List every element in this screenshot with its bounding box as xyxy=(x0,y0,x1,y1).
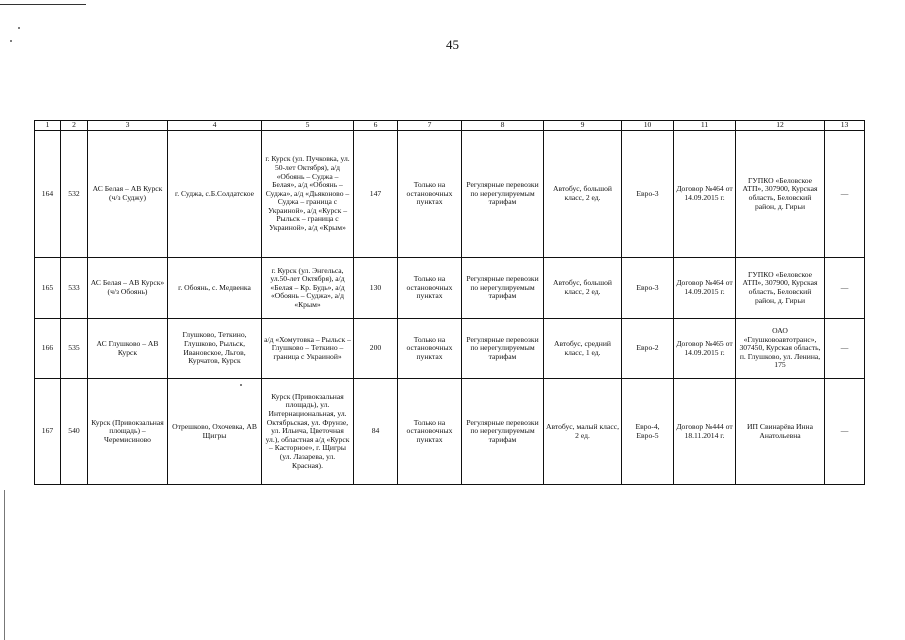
notes: — xyxy=(825,319,865,379)
boarding-order: Только на остановочных пунктах xyxy=(398,379,462,485)
column-header: 4 xyxy=(168,121,262,131)
contract: Договор №444 от 18.11.2014 г. xyxy=(674,379,736,485)
route-streets: г. Курск (ул. Энгельса, ул.50-лет Октября), а/д «Белая – Кр. Будь», а/д «Обоянь – Суджа», а/д «Крым» xyxy=(262,258,354,319)
eco-class: Евро-4, Евро-5 xyxy=(622,379,674,485)
carrier: ГУПКО «Беловское АТП», 307900, Курская область, Беловский район, д. Гирьи xyxy=(736,258,825,319)
column-header: 8 xyxy=(462,121,544,131)
vehicle-class: Автобус, большой класс, 2 ед. xyxy=(544,258,622,319)
eco-class: Евро-3 xyxy=(622,131,674,258)
route-streets: г. Курск (ул. Пучковка, ул. 50-лет Октября), а/д «Обоянь – Суджа – Белая», а/д «Обоянь – Суджа», а/д «Дьяконово – Суджа – граница с Украиной», а/д «Курск – Рыльск – граница с Украиной», а/д «Крым» xyxy=(262,131,354,258)
column-header: 10 xyxy=(622,121,674,131)
intermediate-stops: Отрешково, Охочевка, АВ Щигры xyxy=(168,379,262,485)
intermediate-stops: г. Обоянь, с. Медвенка xyxy=(168,258,262,319)
transport-type: Регулярные перевозки по нерегулируемым тарифам xyxy=(462,258,544,319)
column-header: 6 xyxy=(354,121,398,131)
notes: — xyxy=(825,379,865,485)
left-margin-rule xyxy=(4,490,5,640)
table-row xyxy=(35,131,865,258)
carrier: ИП Свинарёва Инна Анатольевна xyxy=(736,379,825,485)
top-rule xyxy=(0,4,86,5)
route-length: 200 xyxy=(354,319,398,379)
route-number: 533 xyxy=(61,258,88,319)
table-row xyxy=(35,258,865,319)
eco-class: Евро-2 xyxy=(622,319,674,379)
header-row xyxy=(35,121,865,131)
route-streets: Курск (Привокзальная площадь), ул. Интернациональная, ул. Октябрьская, ул. Фрунзе, ул. Ильича, Цветочная ул.), областная а/д «Курск – Касторное», г. Щигры (ул. Лазарева, ул. Красная). xyxy=(262,379,354,485)
table-row xyxy=(35,379,865,485)
row-number: 166 xyxy=(35,319,61,379)
vehicle-class: Автобус, малый класс, 2 ед. xyxy=(544,379,622,485)
route-streets: а/д «Хомутовка – Рыльск – Глушково – Теткино – граница с Украиной» xyxy=(262,319,354,379)
column-header: 1 xyxy=(35,121,61,131)
route-length: 147 xyxy=(354,131,398,258)
transport-type: Регулярные перевозки по нерегулируемым тарифам xyxy=(462,319,544,379)
route-register-table xyxy=(34,120,865,485)
column-header: 13 xyxy=(825,121,865,131)
eco-class: Евро-3 xyxy=(622,258,674,319)
route-name: АС Белая – АВ Курск» (ч/з Обоянь) xyxy=(88,258,168,319)
column-header: 5 xyxy=(262,121,354,131)
route-name: АС Глушково – АВ Курск xyxy=(88,319,168,379)
route-number: 540 xyxy=(61,379,88,485)
notes: — xyxy=(825,131,865,258)
carrier: ОАО «Глушковоавтотранс», 307450, Курская область, п. Глушково, ул. Ленина, 175 xyxy=(736,319,825,379)
intermediate-stops: г. Суджа, с.Б.Солдатское xyxy=(168,131,262,258)
column-header: 3 xyxy=(88,121,168,131)
contract: Договор №465 от 14.09.2015 г. xyxy=(674,319,736,379)
row-number: 164 xyxy=(35,131,61,258)
transport-type: Регулярные перевозки по нерегулируемым тарифам xyxy=(462,131,544,258)
transport-type: Регулярные перевозки по нерегулируемым тарифам xyxy=(462,379,544,485)
row-number: 165 xyxy=(35,258,61,319)
boarding-order: Только на остановочных пунктах xyxy=(398,258,462,319)
notes: — xyxy=(825,258,865,319)
intermediate-stops: Глушково, Теткино, Глушково, Рыльск, Ивановское, Льгов, Курчатов, Курск xyxy=(168,319,262,379)
route-name: Курск (Привокзальная площадь) – Черемисиново xyxy=(88,379,168,485)
column-header: 9 xyxy=(544,121,622,131)
scan-artifact xyxy=(18,27,20,29)
vehicle-class: Автобус, большой класс, 2 ед. xyxy=(544,131,622,258)
route-name: АС Белая – АВ Курск (ч/з Суджу) xyxy=(88,131,168,258)
column-header: 7 xyxy=(398,121,462,131)
column-header: 12 xyxy=(736,121,825,131)
page-number: 45 xyxy=(446,37,459,52)
boarding-order: Только на остановочных пунктах xyxy=(398,131,462,258)
contract: Договор №464 от 14.09.2015 г. xyxy=(674,131,736,258)
row-number: 167 xyxy=(35,379,61,485)
contract: Договор №464 от 14.09.2015 г. xyxy=(674,258,736,319)
boarding-order: Только на остановочных пунктах xyxy=(398,319,462,379)
route-number: 532 xyxy=(61,131,88,258)
carrier: ГУПКО «Беловское АТП», 307900, Курская область, Беловский район, д. Гирьи xyxy=(736,131,825,258)
route-number: 535 xyxy=(61,319,88,379)
route-length: 130 xyxy=(354,258,398,319)
column-header: 2 xyxy=(61,121,88,131)
table-row xyxy=(35,319,865,379)
vehicle-class: Автобус, средний класс, 1 ед. xyxy=(544,319,622,379)
route-length: 84 xyxy=(354,379,398,485)
column-header: 11 xyxy=(674,121,736,131)
